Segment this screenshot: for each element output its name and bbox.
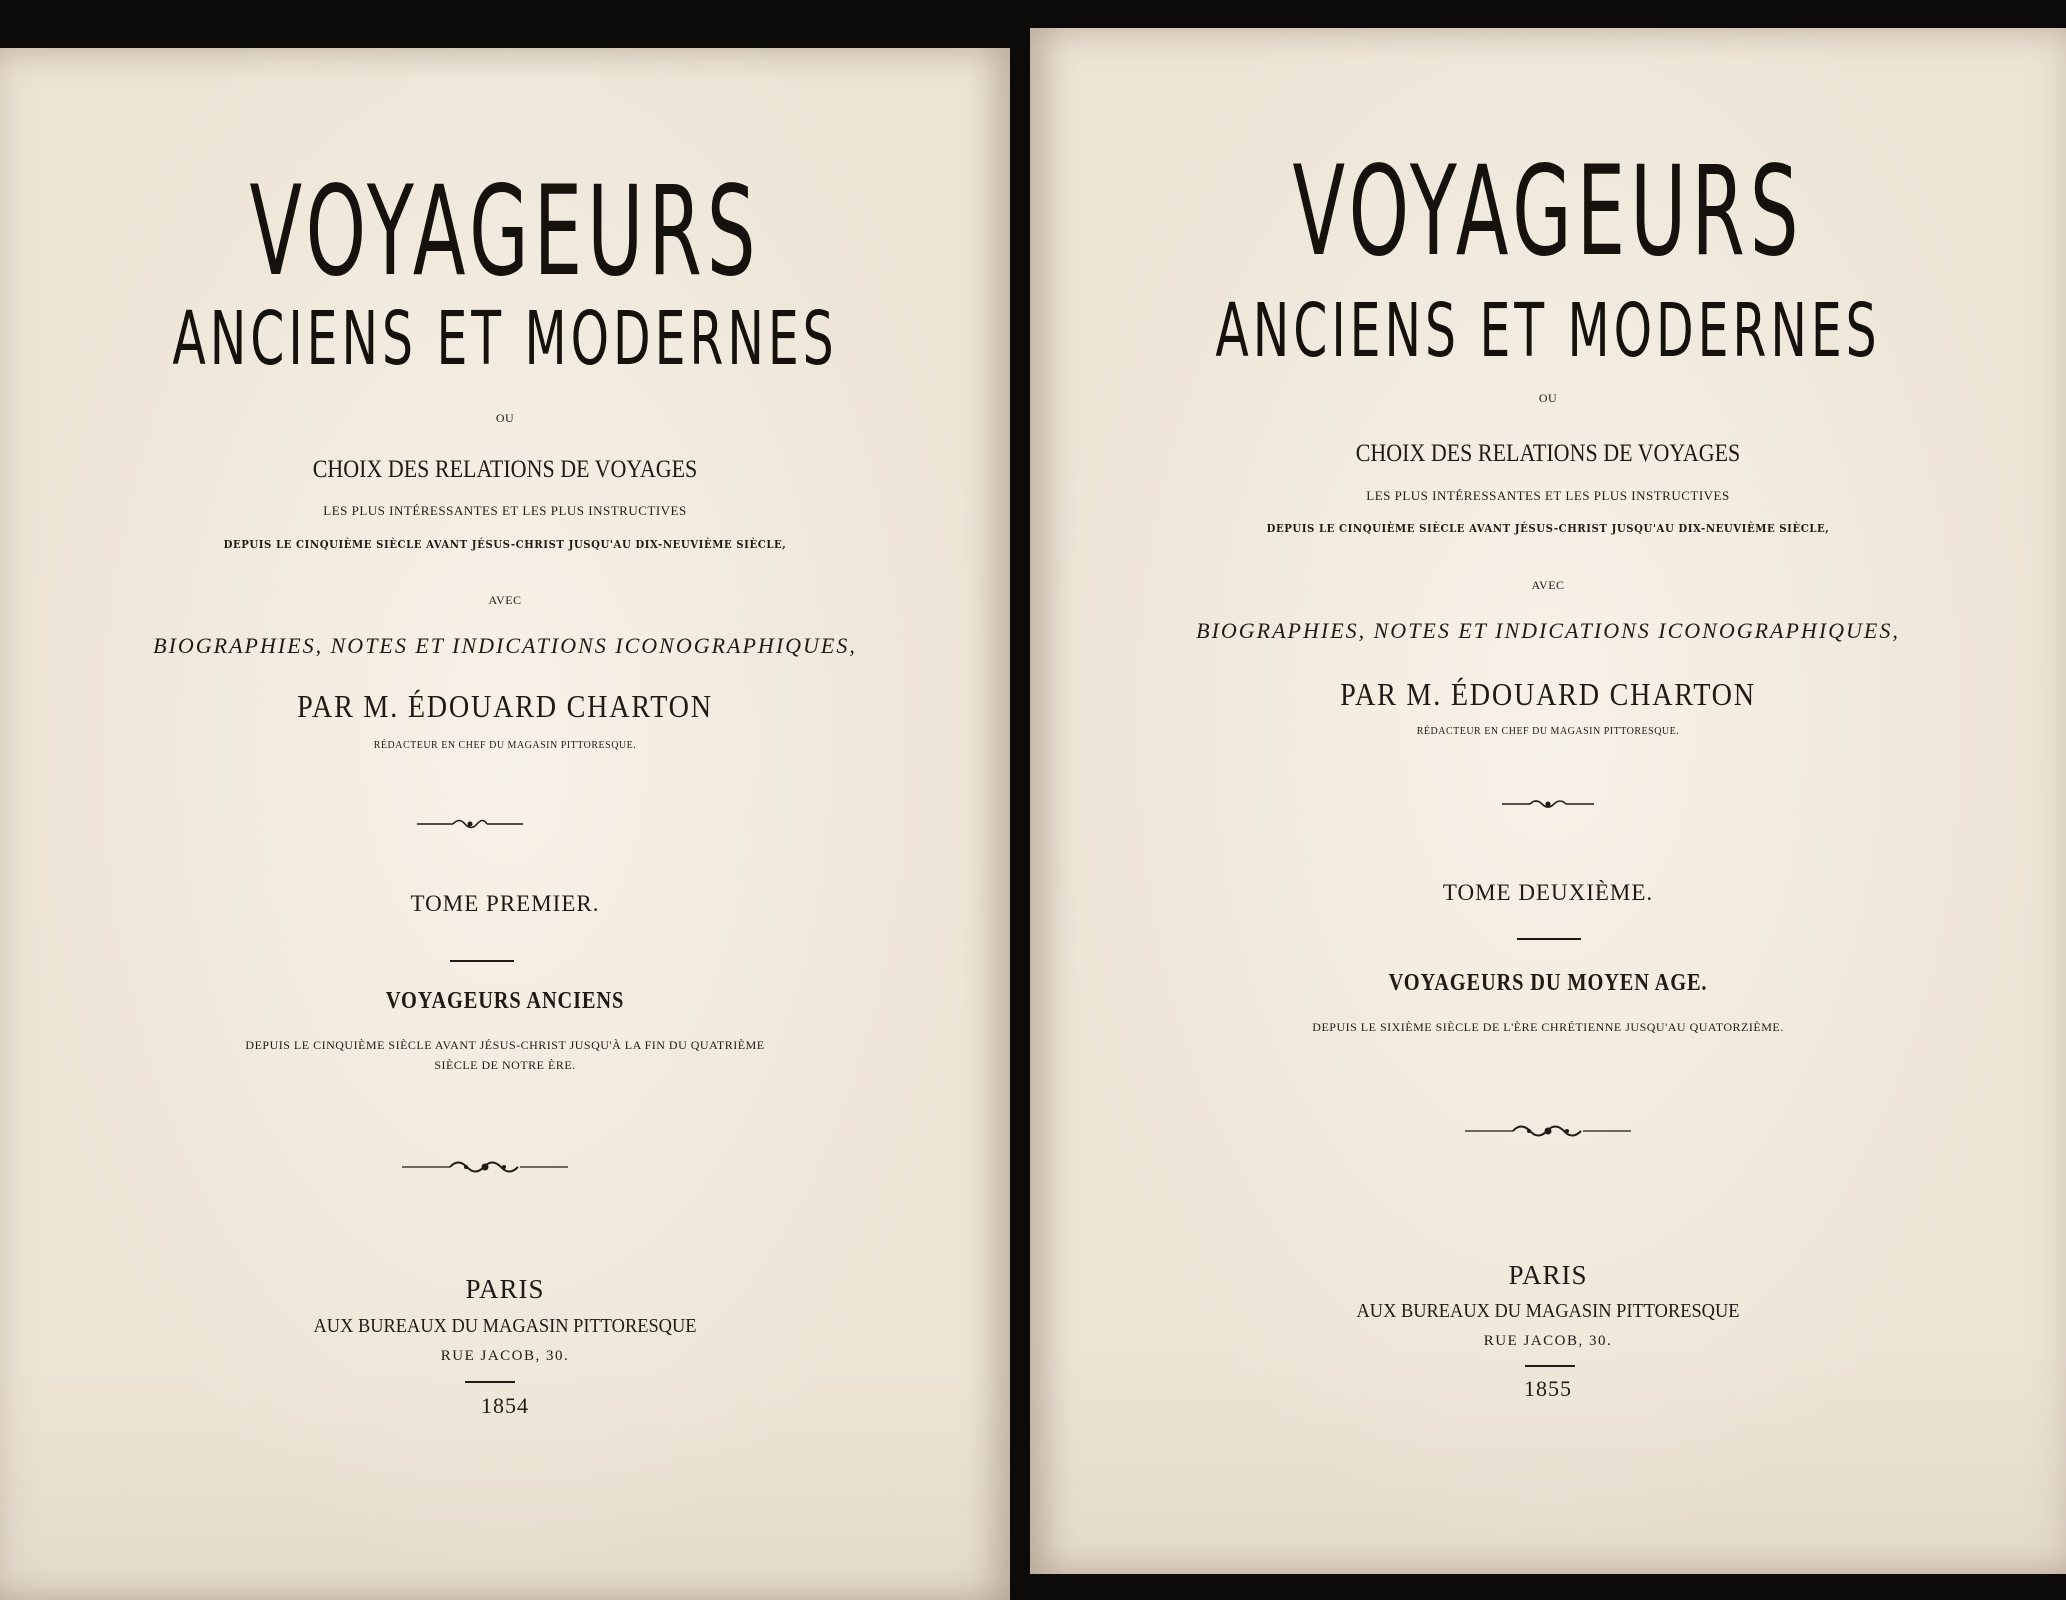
- right-year: 1855: [1524, 1376, 1572, 1401]
- right-ornament-2: [1463, 1120, 1633, 1142]
- right-section-desc-1: DEPUIS LE SIXIÈME SIÈCLE DE L'ÈRE CHRÉTIENNE JUSQU'AU QUATORZIÈME.: [1312, 1020, 1784, 1034]
- left-plus: LES PLUS INTÉRESSANTES ET LES PLUS INSTRUCTIVES: [323, 503, 687, 518]
- left-city: PARIS: [465, 1274, 545, 1304]
- right-rule-2: [1525, 1365, 1575, 1367]
- right-main-title: VOYAGEURS: [1292, 140, 1804, 284]
- right-publisher: AUX BUREAUX DU MAGASIN PITTORESQUE: [1356, 1300, 1740, 1322]
- right-depuis: DEPUIS LE CINQUIÈME SIÈCLE AVANT JÉSUS-CHRIST JUSQU'AU DIX-NEUVIÈME SIÈCLE,: [1266, 522, 1830, 535]
- right-address: RUE JACOB, 30.: [1483, 1333, 1613, 1349]
- left-ornament-2: [400, 1156, 570, 1178]
- left-section-desc-1: DEPUIS LE CINQUIÈME SIÈCLE AVANT JÉSUS-CHRIST JUSQU'À LA FIN DU QUATRIÈME: [245, 1038, 765, 1052]
- right-title-page: [1030, 28, 2066, 1574]
- left-rule: [450, 960, 514, 962]
- right-choix: CHOIX DES RELATIONS DE VOYAGES: [1355, 440, 1741, 467]
- left-publisher: AUX BUREAUX DU MAGASIN PITTORESQUE: [313, 1315, 697, 1337]
- left-title-page: [0, 48, 1010, 1600]
- left-section: VOYAGEURS ANCIENS: [385, 988, 625, 1014]
- left-year: 1854: [481, 1393, 529, 1418]
- left-address: RUE JACOB, 30.: [440, 1348, 570, 1364]
- left-subtitle: ANCIENS ET MODERNES: [172, 296, 838, 382]
- left-ou: OU: [495, 411, 515, 425]
- left-avec: AVEC: [488, 593, 522, 607]
- right-city: PARIS: [1508, 1260, 1588, 1290]
- right-ornament-1: [1500, 796, 1596, 812]
- right-section: VOYAGEURS DU MOYEN AGE.: [1388, 970, 1708, 996]
- right-subtitle: ANCIENS ET MODERNES: [1215, 288, 1881, 374]
- left-main-title: VOYAGEURS: [249, 160, 761, 304]
- left-redacteur: RÉDACTEUR EN CHEF DU MAGASIN PITTORESQUE.: [373, 740, 637, 751]
- left-tome: TOME PREMIER.: [410, 891, 600, 916]
- left-depuis: DEPUIS LE CINQUIÈME SIÈCLE AVANT JÉSUS-CHRIST JUSQU'AU DIX-NEUVIÈME SIÈCLE,: [223, 538, 787, 551]
- right-plus: LES PLUS INTÉRESSANTES ET LES PLUS INSTRUCTIVES: [1366, 488, 1730, 503]
- left-author: PAR M. ÉDOUARD CHARTON: [297, 688, 713, 724]
- left-biographies: BIOGRAPHIES, NOTES ET INDICATIONS ICONOGRAPHIQUES,: [153, 633, 857, 658]
- left-section-desc-2: SIÈCLE DE NOTRE ÈRE.: [434, 1058, 576, 1072]
- left-rule-2: [465, 1381, 515, 1383]
- right-redacteur: RÉDACTEUR EN CHEF DU MAGASIN PITTORESQUE.: [1416, 726, 1680, 737]
- right-tome: TOME DEUXIÈME.: [1442, 880, 1654, 905]
- left-choix: CHOIX DES RELATIONS DE VOYAGES: [312, 456, 698, 483]
- right-biographies: BIOGRAPHIES, NOTES ET INDICATIONS ICONOGRAPHIQUES,: [1196, 618, 1900, 643]
- right-ou: OU: [1538, 391, 1558, 405]
- right-author: PAR M. ÉDOUARD CHARTON: [1340, 676, 1756, 712]
- right-rule: [1517, 938, 1581, 940]
- right-avec: AVEC: [1531, 578, 1565, 592]
- left-ornament-1: [415, 815, 525, 833]
